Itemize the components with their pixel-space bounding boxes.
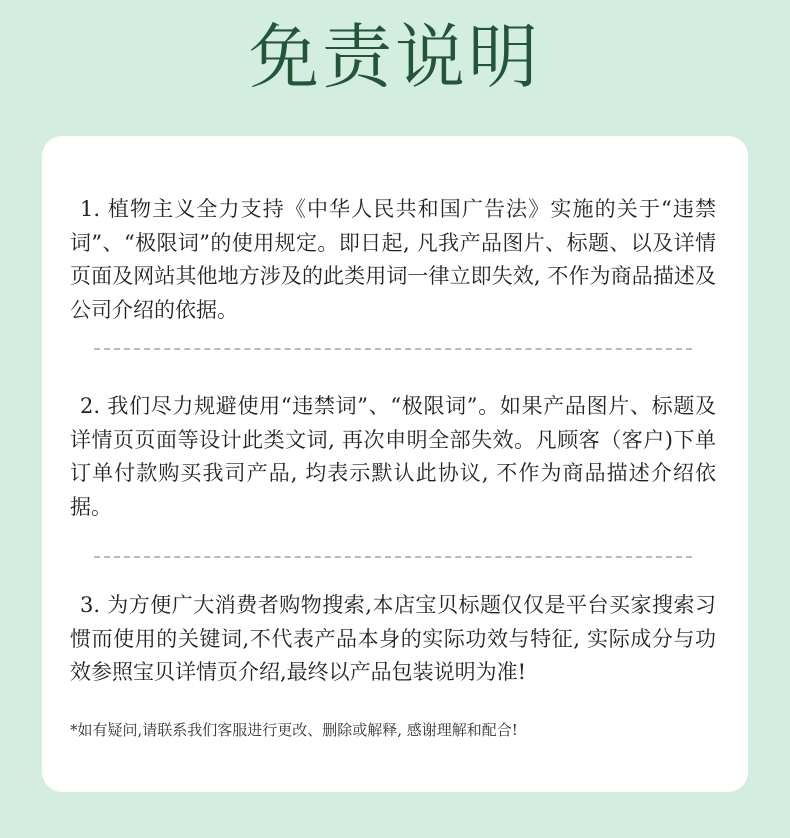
page-title: 免责说明 xyxy=(249,16,541,98)
disclaimer-card xyxy=(42,136,748,792)
disclaimer-paragraph-3: 3. 为方便广大消费者购物搜索,本店宝贝标题仅仅是平台买家搜索习惯而使用的关键词,不代表产品本身的实际功效与特征, 实际成分与功效参照宝贝详情页介绍,最终以产品包装说明为准! xyxy=(70,593,716,684)
dashed-divider-1 xyxy=(94,348,692,350)
footnote: *如有疑问,请联系我们客服进行更改、删除或解释, 感谢理解和配合! xyxy=(70,721,518,739)
disclaimer-paragraph-2: 2. 我们尽力规避使用“违禁词”、“极限词”。如果产品图片、标题及详情页页面等设计此类文词, 再次申明全部失效。凡顾客（客户)下单订单付款购买我司产品, 均表示默认此协议, 不作为商品描述介绍依据。 xyxy=(70,394,716,519)
dashed-divider-2 xyxy=(94,556,692,558)
disclaimer-paragraph-1: 1. 植物主义全力支持《中华人民共和国广告法》实施的关于“违禁词”、“极限词”的使用规定。即日起, 凡我产品图片、标题、以及详情页面及网站其他地方涉及的此类用词一律立即失效, 不作为商品描述及公司介绍的依据。 xyxy=(70,197,716,322)
